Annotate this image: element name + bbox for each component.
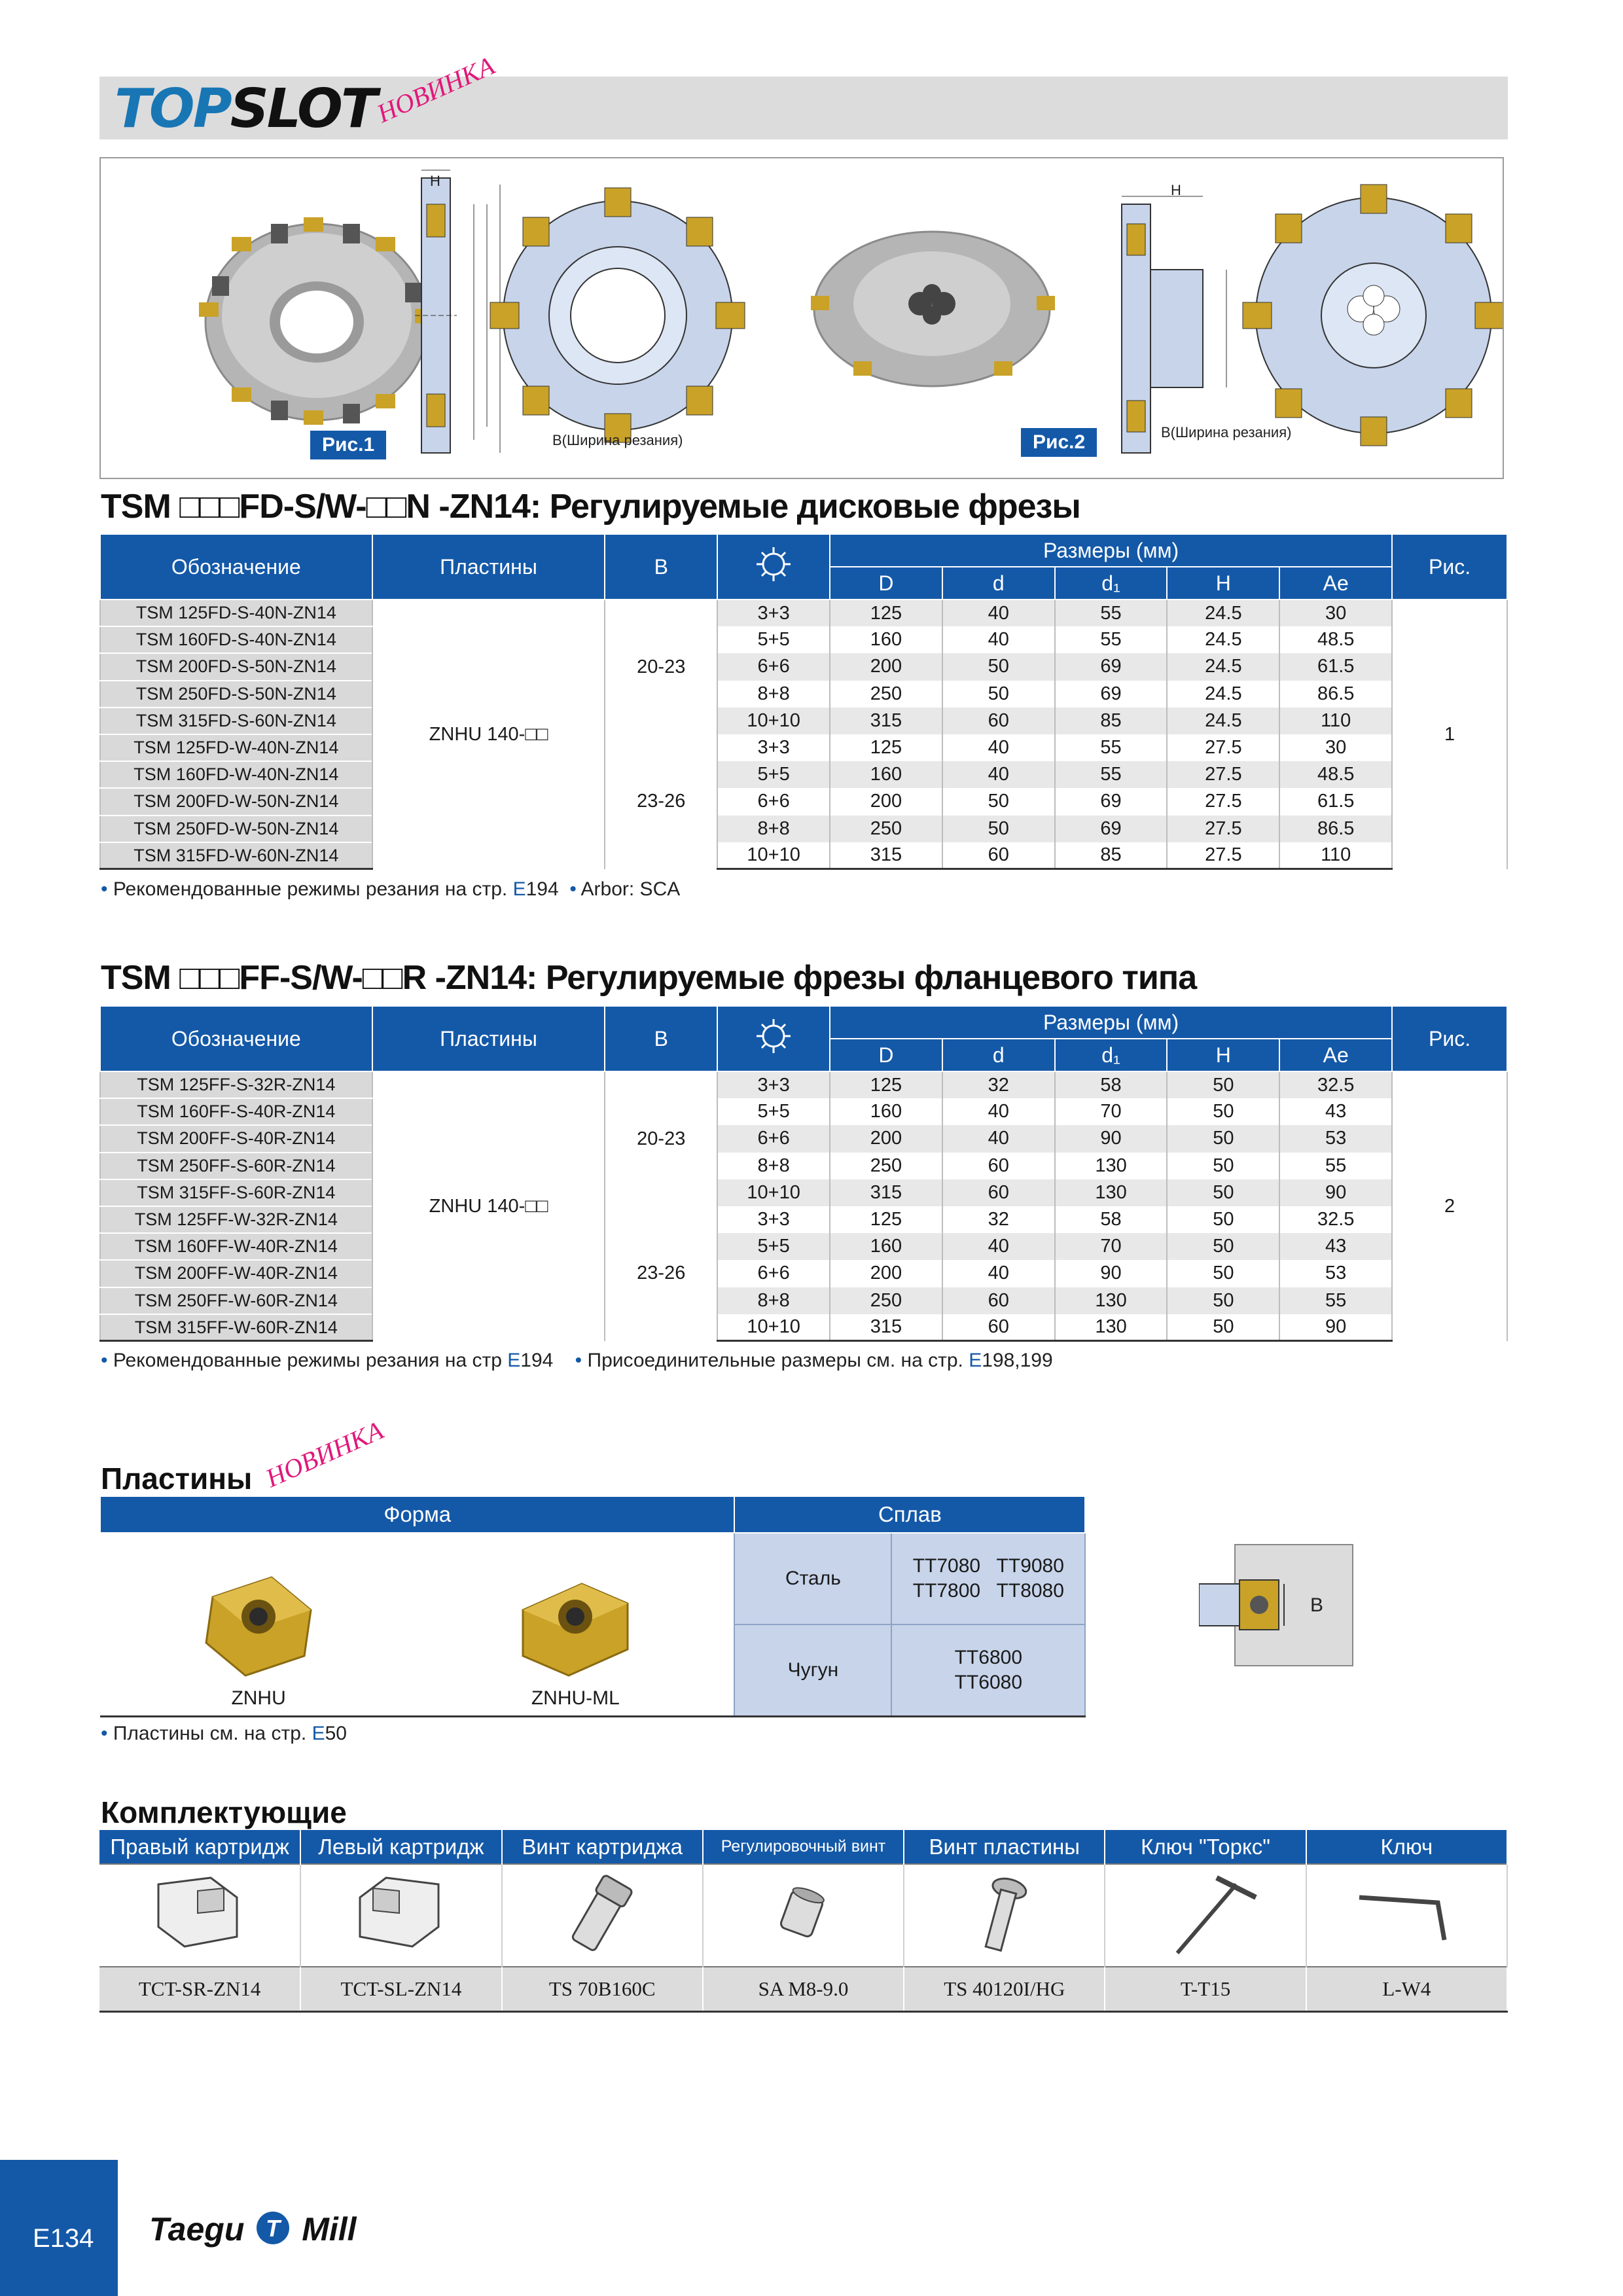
table-row [100, 1179, 1507, 1206]
company-logo-icon [253, 2210, 293, 2246]
left-cartridge-image [300, 1864, 501, 1967]
fig1-h-label: H [430, 173, 440, 189]
H-cell: 50 [1167, 1287, 1279, 1314]
row-designation: TSM 315FD-W-60N-ZN14 [100, 842, 372, 869]
col-b: B [605, 534, 717, 600]
row-designation: TSM 160FD-W-40N-ZN14 [100, 761, 372, 788]
hex-key-code: L-W4 [1306, 1967, 1507, 2011]
plate-diagram-cell [1085, 1496, 1508, 1716]
d-cell: 40 [942, 1125, 1055, 1152]
table-row [100, 734, 1507, 761]
D-cell: 315 [830, 842, 942, 869]
row-steel: Сталь [734, 1533, 891, 1624]
row-designation: TSM 200FD-S-50N-ZN14 [100, 653, 372, 680]
H-cell: 50 [1167, 1206, 1279, 1233]
teeth-count-icon [754, 1016, 793, 1056]
H-cell: 50 [1167, 1233, 1279, 1260]
col-b: B [605, 1006, 717, 1071]
teeth-cell: 10+10 [717, 1179, 830, 1206]
hex-key-image [1306, 1864, 1507, 1967]
d1-cell: 85 [1055, 708, 1168, 734]
fig-ref-cell: 2 [1392, 1071, 1507, 1341]
teeth-cell: 10+10 [717, 1314, 830, 1341]
hex-key-icon [1307, 1865, 1503, 1963]
col-Ae: Ae [1279, 567, 1392, 600]
acc-col-torx-key: Ключ "Торкс" [1105, 1830, 1306, 1864]
table-row [100, 761, 1507, 788]
row-cast-iron: Чугун [734, 1624, 891, 1716]
torx-key-image [1105, 1864, 1306, 1967]
torx-key-icon [1105, 1865, 1302, 1963]
Ae-cell: 86.5 [1279, 816, 1392, 842]
insert-screw-code: TS 40120I/HG [904, 1967, 1105, 2011]
table1-notes: • Рекомендованные режимы резания на стр. E194 • Arbor: SCA [101, 878, 681, 900]
Ae-cell: 110 [1279, 842, 1392, 869]
teeth-cell: 6+6 [717, 1260, 830, 1287]
insert-cell: ZNHU 140-□□ [372, 1071, 605, 1341]
d-cell: 60 [942, 1179, 1055, 1206]
shapes-cell [100, 1533, 734, 1716]
H-cell: 50 [1167, 1098, 1279, 1125]
plates-note: • Пластины см. на стр. E50 [101, 1723, 347, 1744]
col-inserts: Пластины [372, 1006, 605, 1071]
insert-screw-image [904, 1864, 1105, 1967]
right-cartridge-icon [99, 1865, 296, 1963]
col-dims: Размеры (мм) [830, 1006, 1392, 1039]
H-cell: 50 [1167, 1314, 1279, 1341]
col-d1: d₁ [1055, 567, 1168, 600]
fig2-label: Рис.2 [1021, 428, 1097, 457]
row-designation: TSM 125FD-W-40N-ZN14 [100, 734, 372, 761]
Ae-cell: 90 [1279, 1314, 1392, 1341]
D-cell: 160 [830, 761, 942, 788]
row-designation: TSM 315FD-S-60N-ZN14 [100, 708, 372, 734]
D-cell: 250 [830, 816, 942, 842]
col-designation: Обозначение [100, 534, 372, 600]
table-row [100, 1098, 1507, 1125]
row-designation: TSM 200FF-S-40R-ZN14 [100, 1125, 372, 1152]
cutter-illustrations [101, 158, 1503, 478]
company-logo: Taegu T Mill [149, 2211, 357, 2248]
accessories-title: Комплектующие [101, 1795, 347, 1829]
D-cell: 200 [830, 788, 942, 815]
fig1-label: Рис.1 [310, 431, 386, 459]
row-designation: TSM 250FF-W-60R-ZN14 [100, 1287, 372, 1314]
D-cell: 125 [830, 734, 942, 761]
row-designation: TSM 200FD-W-50N-ZN14 [100, 788, 372, 815]
acc-col-cartridge-screw: Винт картриджа [502, 1830, 703, 1864]
D-cell: 250 [830, 681, 942, 708]
col-shape: Форма [100, 1496, 734, 1533]
teeth-cell: 8+8 [717, 681, 830, 708]
table-row [100, 626, 1507, 653]
fig1-width-label: B(Ширина резания) [552, 432, 683, 448]
H-cell: 27.5 [1167, 788, 1279, 815]
table2 [99, 1005, 1508, 1342]
D-cell: 200 [830, 1260, 942, 1287]
row-designation: TSM 315FF-W-60R-ZN14 [100, 1314, 372, 1341]
teeth-cell: 3+3 [717, 734, 830, 761]
col-H: H [1167, 1039, 1279, 1071]
fig1-front-view [490, 188, 745, 442]
d1-cell: 130 [1055, 1179, 1168, 1206]
D-cell: 200 [830, 1125, 942, 1152]
plates-new-stamp: НОВИНКА [261, 1415, 388, 1494]
cartridge-screw-code: TS 70B160C [502, 1967, 703, 2011]
d1-cell: 55 [1055, 761, 1168, 788]
row-designation: TSM 160FD-S-40N-ZN14 [100, 626, 372, 653]
table-row [100, 788, 1507, 815]
col-dims: Размеры (мм) [830, 534, 1392, 567]
D-cell: 125 [830, 600, 942, 626]
col-fig: Рис. [1392, 1006, 1507, 1071]
acc-col-insert-screw: Винт пластины [904, 1830, 1105, 1864]
teeth-cell: 3+3 [717, 1071, 830, 1098]
d-cell: 50 [942, 788, 1055, 815]
d1-cell: 130 [1055, 1287, 1168, 1314]
Ae-cell: 55 [1279, 1287, 1392, 1314]
plates-title: Пластины [101, 1462, 253, 1496]
table-row [100, 708, 1507, 734]
teeth-cell: 3+3 [717, 600, 830, 626]
svg-text:T: T [266, 2215, 281, 2242]
Ae-cell: 48.5 [1279, 626, 1392, 653]
shape1-label: ZNHU [231, 1687, 286, 1709]
row-designation: TSM 200FF-W-40R-ZN14 [100, 1260, 372, 1287]
col-d1: d₁ [1055, 1039, 1168, 1071]
H-cell: 27.5 [1167, 761, 1279, 788]
Ae-cell: 53 [1279, 1260, 1392, 1287]
d1-cell: 69 [1055, 788, 1168, 815]
Ae-cell: 90 [1279, 1179, 1392, 1206]
d-cell: 32 [942, 1206, 1055, 1233]
H-cell: 24.5 [1167, 708, 1279, 734]
d-cell: 40 [942, 1260, 1055, 1287]
right-cartridge-image [99, 1864, 300, 1967]
Ae-cell: 110 [1279, 708, 1392, 734]
d1-cell: 70 [1055, 1098, 1168, 1125]
table-row [100, 1260, 1507, 1287]
d1-cell: 130 [1055, 1153, 1168, 1179]
table2-notes: • Рекомендованные режимы резания на стр E194 • Присоединительные размеры см. на стр. E198,199 [101, 1350, 1053, 1371]
row-designation: TSM 125FD-S-40N-ZN14 [100, 600, 372, 626]
D-cell: 250 [830, 1287, 942, 1314]
H-cell: 50 [1167, 1071, 1279, 1098]
teeth-cell: 5+5 [717, 626, 830, 653]
H-cell: 24.5 [1167, 626, 1279, 653]
d-cell: 60 [942, 1153, 1055, 1179]
plate-mounting-diagram [1199, 1538, 1395, 1669]
teeth-cell: 8+8 [717, 1287, 830, 1314]
fig2-width-label: B(Ширина резания) [1161, 424, 1292, 440]
D-cell: 125 [830, 1206, 942, 1233]
insert-znhu [193, 1571, 324, 1710]
d-cell: 60 [942, 842, 1055, 869]
d1-cell: 85 [1055, 842, 1168, 869]
Ae-cell: 43 [1279, 1098, 1392, 1125]
insert-znhu-ml [510, 1571, 641, 1710]
D-cell: 125 [830, 1071, 942, 1098]
teeth-cell: 10+10 [717, 708, 830, 734]
col-D: D [830, 1039, 942, 1071]
col-alloy: Сплав [734, 1496, 1085, 1533]
d-cell: 50 [942, 653, 1055, 680]
H-cell: 27.5 [1167, 842, 1279, 869]
accessories-table [99, 1830, 1508, 2013]
H-cell: 24.5 [1167, 681, 1279, 708]
H-cell: 24.5 [1167, 600, 1279, 626]
d1-cell: 90 [1055, 1260, 1168, 1287]
teeth-cell: 8+8 [717, 816, 830, 842]
Ae-cell: 55 [1279, 1153, 1392, 1179]
H-cell: 24.5 [1167, 653, 1279, 680]
d-cell: 60 [942, 1287, 1055, 1314]
H-cell: 50 [1167, 1153, 1279, 1179]
Ae-cell: 48.5 [1279, 761, 1392, 788]
D-cell: 315 [830, 1179, 942, 1206]
table-row [100, 1206, 1507, 1233]
col-teeth [717, 1006, 830, 1071]
cast-grades: TT6800 TT6080 [891, 1624, 1085, 1716]
adjust-screw-image [703, 1864, 904, 1967]
teeth-cell: 6+6 [717, 653, 830, 680]
d1-cell: 58 [1055, 1071, 1168, 1098]
col-H: H [1167, 567, 1279, 600]
col-designation: Обозначение [100, 1006, 372, 1071]
Ae-cell: 61.5 [1279, 653, 1392, 680]
teeth-cell: 5+5 [717, 1233, 830, 1260]
teeth-cell: 6+6 [717, 1125, 830, 1152]
Ae-cell: 30 [1279, 734, 1392, 761]
col-fig: Рис. [1392, 534, 1507, 600]
table-row [100, 1314, 1507, 1341]
teeth-cell: 6+6 [717, 788, 830, 815]
d-cell: 60 [942, 1314, 1055, 1341]
left-cartridge-icon [301, 1865, 497, 1963]
col-inserts: Пластины [372, 534, 605, 600]
cartridge-screw-icon [503, 1865, 699, 1963]
table1-title: TSM □□□FD-S/W-□□N -ZN14: Регулируемые дисковые фрезы [101, 488, 1080, 526]
brand-logo: TOPSLOT [115, 78, 376, 140]
Ae-cell: 53 [1279, 1125, 1392, 1152]
new-stamp: НОВИНКА [372, 50, 499, 129]
table-row [100, 1287, 1507, 1314]
left-cartridge-code: TCT-SL-ZN14 [300, 1967, 501, 2011]
d1-cell: 70 [1055, 1233, 1168, 1260]
table-row [100, 816, 1507, 842]
table1 [99, 533, 1508, 870]
d1-cell: 55 [1055, 734, 1168, 761]
d-cell: 40 [942, 626, 1055, 653]
H-cell: 50 [1167, 1179, 1279, 1206]
table-row [100, 842, 1507, 869]
H-cell: 50 [1167, 1260, 1279, 1287]
insert-screw-icon [904, 1865, 1101, 1963]
col-d: d [942, 1039, 1055, 1071]
row-designation: TSM 250FD-W-50N-ZN14 [100, 816, 372, 842]
fig2-front-view [1243, 185, 1503, 446]
Ae-cell: 30 [1279, 600, 1392, 626]
d-cell: 40 [942, 600, 1055, 626]
b-range-cell: 20-23 [605, 600, 717, 734]
col-D: D [830, 567, 942, 600]
D-cell: 160 [830, 626, 942, 653]
Ae-cell: 32.5 [1279, 1206, 1392, 1233]
fig2-side-view [1122, 196, 1226, 453]
col-d: d [942, 567, 1055, 600]
d1-cell: 130 [1055, 1314, 1168, 1341]
D-cell: 200 [830, 653, 942, 680]
diagram-b-label: B [1310, 1594, 1323, 1616]
fig1-side-view [415, 170, 500, 453]
D-cell: 315 [830, 1314, 942, 1341]
Ae-cell: 43 [1279, 1233, 1392, 1260]
table-row [100, 1153, 1507, 1179]
D-cell: 160 [830, 1233, 942, 1260]
acc-col-right-cartridge: Правый картридж [99, 1830, 300, 1864]
d-cell: 40 [942, 734, 1055, 761]
figure-box [99, 157, 1504, 479]
d-cell: 40 [942, 1098, 1055, 1125]
acc-col-left-cartridge: Левый картридж [300, 1830, 501, 1864]
row-designation: TSM 250FF-S-60R-ZN14 [100, 1153, 372, 1179]
teeth-count-icon [754, 545, 793, 584]
d1-cell: 55 [1055, 600, 1168, 626]
row-designation: TSM 250FD-S-50N-ZN14 [100, 681, 372, 708]
D-cell: 160 [830, 1098, 942, 1125]
d1-cell: 69 [1055, 816, 1168, 842]
b-range-cell: 23-26 [605, 1206, 717, 1341]
adjust-screw-icon [704, 1865, 900, 1963]
d-cell: 32 [942, 1071, 1055, 1098]
d-cell: 40 [942, 761, 1055, 788]
col-teeth [717, 534, 830, 600]
H-cell: 27.5 [1167, 816, 1279, 842]
table-row [100, 1125, 1507, 1152]
fig2-cutter-photo [811, 232, 1055, 386]
teeth-cell: 10+10 [717, 842, 830, 869]
d1-cell: 55 [1055, 626, 1168, 653]
d1-cell: 69 [1055, 653, 1168, 680]
row-designation: TSM 160FF-S-40R-ZN14 [100, 1098, 372, 1125]
page-number: E134 [33, 2224, 94, 2253]
d-cell: 50 [942, 816, 1055, 842]
teeth-cell: 5+5 [717, 761, 830, 788]
table-row [100, 1233, 1507, 1260]
adjust-screw-code: SA M8-9.0 [703, 1967, 904, 2011]
H-cell: 50 [1167, 1125, 1279, 1152]
d-cell: 40 [942, 1233, 1055, 1260]
fig2-h-label: H [1171, 182, 1181, 198]
d1-cell: 90 [1055, 1125, 1168, 1152]
d-cell: 50 [942, 681, 1055, 708]
cartridge-screw-image [502, 1864, 703, 1967]
table2-title: TSM □□□FF-S/W-□□R -ZN14: Регулируемые фрезы фланцевого типа [101, 959, 1197, 997]
d1-cell: 58 [1055, 1206, 1168, 1233]
H-cell: 27.5 [1167, 734, 1279, 761]
Ae-cell: 61.5 [1279, 788, 1392, 815]
insert-znhu-ml-icon [510, 1571, 641, 1682]
shape2-label: ZNHU-ML [531, 1687, 620, 1709]
torx-key-code: T-T15 [1105, 1967, 1306, 2011]
teeth-cell: 3+3 [717, 1206, 830, 1233]
acc-col-key: Ключ [1306, 1830, 1507, 1864]
teeth-cell: 8+8 [717, 1153, 830, 1179]
Ae-cell: 32.5 [1279, 1071, 1392, 1098]
right-cartridge-code: TCT-SR-ZN14 [99, 1967, 300, 2011]
row-designation: TSM 125FF-W-32R-ZN14 [100, 1206, 372, 1233]
fig1-cutter-photo [199, 217, 435, 425]
table-row [100, 600, 1507, 626]
steel-grades: TT7080 TT9080 TT7800 TT8080 [891, 1533, 1085, 1624]
plates-table [99, 1496, 1508, 1717]
Ae-cell: 86.5 [1279, 681, 1392, 708]
row-designation: TSM 160FF-W-40R-ZN14 [100, 1233, 372, 1260]
b-range-cell: 23-26 [605, 734, 717, 869]
D-cell: 315 [830, 708, 942, 734]
row-designation: TSM 315FF-S-60R-ZN14 [100, 1179, 372, 1206]
acc-col-adjust-screw: Регулировочный винт [703, 1830, 904, 1864]
table-row [100, 1071, 1507, 1098]
D-cell: 250 [830, 1153, 942, 1179]
teeth-cell: 5+5 [717, 1098, 830, 1125]
d-cell: 60 [942, 708, 1055, 734]
col-Ae: Ae [1279, 1039, 1392, 1071]
table-row [100, 681, 1507, 708]
insert-znhu-icon [193, 1571, 324, 1682]
insert-cell: ZNHU 140-□□ [372, 600, 605, 869]
table-row [100, 653, 1507, 680]
row-designation: TSM 125FF-S-32R-ZN14 [100, 1071, 372, 1098]
d1-cell: 69 [1055, 681, 1168, 708]
b-range-cell: 20-23 [605, 1071, 717, 1206]
fig-ref-cell: 1 [1392, 600, 1507, 869]
